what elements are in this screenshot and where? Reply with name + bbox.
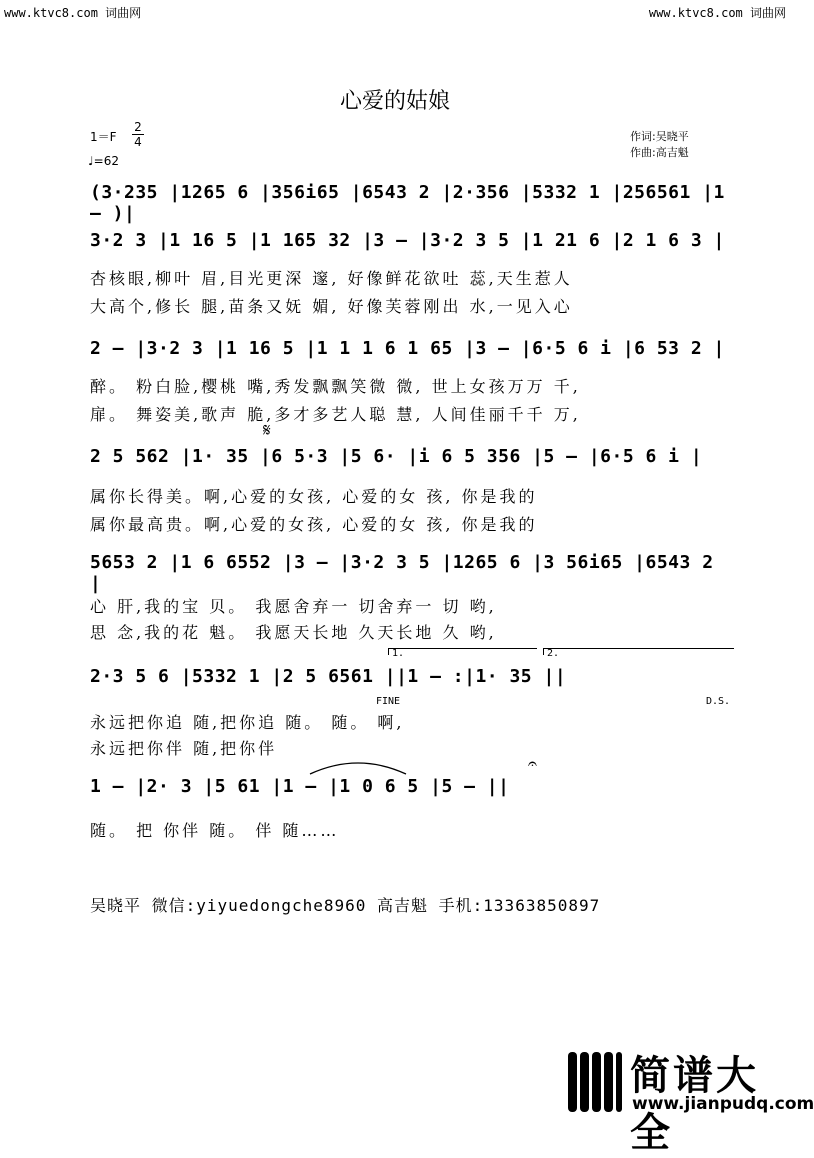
header-right[interactable]: www.ktvc8.com 词曲网 [648, 6, 786, 20]
lyrics-5-verse-2: 思 念,我的花 魁。 我愿天长地 久天长地 久 哟, [90, 623, 497, 642]
lyrics-3-verse-1: 醉。 粉白脸,樱桃 嘴,秀发飘飘笑微 微, 世上女孩万万 千, [90, 377, 581, 396]
lyricist-credit: 作词:吴晓平 [630, 130, 689, 143]
time-signature-bottom: 4 [134, 135, 142, 149]
lyrics-7: 随。 把 你伴 随。 伴 随…… [90, 821, 340, 840]
lyrics-2-verse-2: 大高个,修长 腿,苗条又妩 媚, 好像芙蓉刚出 水,一见入心 [90, 297, 573, 316]
score-system-7 [90, 772, 730, 806]
notes-line-3: 2 – |3·2 3 |1 16 5 |1 1 1 6 1 65 |3 – |6·5 6 i |6 53 2 | [90, 338, 725, 359]
lyrics-2-verse-1: 杏核眼,柳叶 眉,目光更深 邃, 好像鲜花欲吐 蕊,天生惹人 [90, 269, 573, 288]
quarter-note-icon: ♩ [88, 154, 94, 168]
score-system-6 [90, 662, 730, 696]
time-signature [132, 120, 144, 149]
lyrics-5-verse-1: 心 肝,我的宝 贝。 我愿舍弃一 切舍弃一 切 哟, [90, 597, 497, 616]
volta-label-1: 1. [392, 648, 405, 659]
lyrics-6-verse-2: 永远把你伴 随,把你伴 [90, 739, 278, 758]
notes-line-2: 3·2 3 |1 16 5 |1 165 32 |3 – |3·2 3 5 |1 21 6 |2 1 6 3 | [90, 230, 725, 251]
composer-credit: 作曲:高吉魁 [630, 146, 689, 159]
notes-line-4: 2 5 562 |1· 35 |6 5·3 |5 6· |i 6 5 356 |5 – |6·5 6 i | [90, 446, 703, 467]
notes-line-6: 2·3 5 6 |5332 1 |2 5 6561 ||1 – :|1· 35 || [90, 666, 567, 687]
contact-footer: 吴晓平 微信:yiyuedongche8960 高吉魁 手机:13363850897 [90, 896, 601, 915]
lyrics-6-verse-1: 永远把你追 随,把你追 随。 随。 啊, [90, 713, 405, 732]
ds-marking: D.S. [706, 696, 731, 707]
piano-keys-icon [568, 1052, 624, 1112]
tempo-marking [88, 154, 119, 168]
fermata-icon: 𝄐 [528, 754, 537, 773]
segno-icon: 𝄋 [263, 420, 271, 441]
key-signature: 1＝F [90, 130, 117, 144]
fine-marking: FINE [376, 696, 401, 707]
score-system-4 [90, 442, 730, 476]
notes-line-1: (3·235 |1265 6 |356i65 |6543 2 |2·356 |5332 1 |256561 |1 – )| [90, 182, 725, 224]
volta-bracket-1 [388, 648, 537, 655]
volta-bracket-2 [543, 648, 734, 655]
lyrics-4-verse-2: 属你最高贵。啊,心爱的女孩, 心爱的女 孩, 你是我的 [90, 515, 538, 534]
song-title: 心爱的姑娘 [339, 89, 450, 114]
tempo-value: =62 [93, 154, 119, 168]
notes-line-5: 5653 2 |1 6 6552 |3 – |3·2 3 5 |1265 6 |3 56i65 |6543 2 | [90, 552, 714, 594]
time-signature-top: 2 [134, 120, 142, 134]
logo-text[interactable]: 简谱大全 [630, 1053, 759, 1156]
score-system-5 [90, 548, 730, 594]
logo-url[interactable]: www.jianpudq.com [632, 1094, 814, 1114]
volta-label-2: 2. [547, 648, 560, 659]
score-system-1 [90, 178, 730, 224]
header-left[interactable]: www.ktvc8.com 词曲网 [4, 6, 142, 20]
notes-line-7: 1 – |2· 3 |5 61 |1 – |1 0 6 5 |5 – || [90, 776, 510, 797]
score-system-3 [90, 334, 730, 368]
lyrics-4-verse-1: 属你长得美。啊,心爱的女孩, 心爱的女 孩, 你是我的 [90, 487, 538, 506]
score-system-2 [90, 226, 730, 260]
lyrics-3-verse-2: 扉。 舞姿美,歌声 脆,多才多艺人聪 慧, 人间佳丽千千 万, [90, 405, 581, 424]
